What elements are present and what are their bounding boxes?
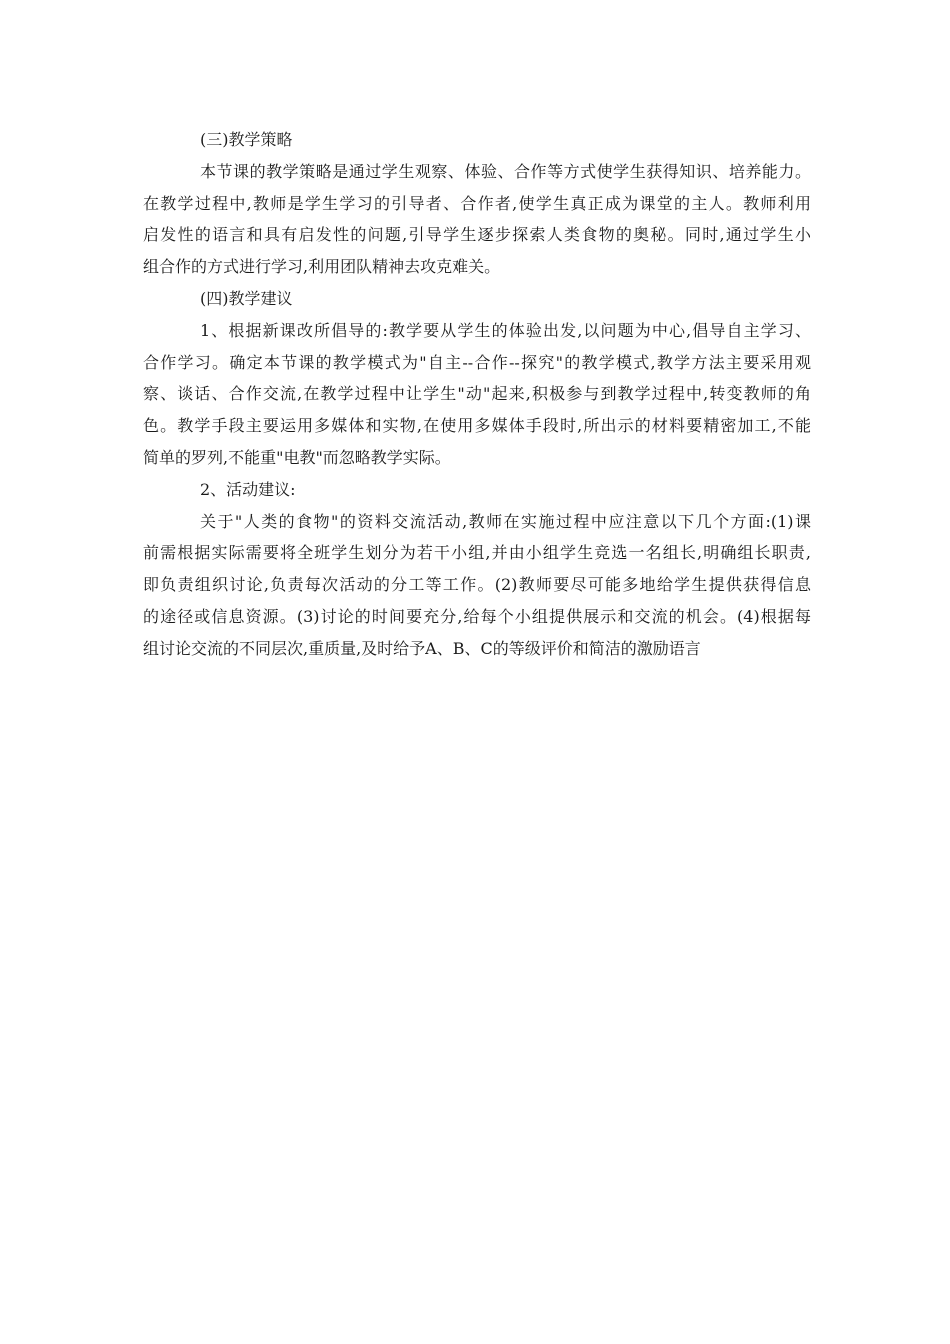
paragraph-line: 察、谈话、合作交流,在教学过程中让学生"动"起来,积极参与到教学过程中,转变教师的角: [143, 384, 811, 404]
paragraph-line: 在教学过程中,教师是学生学习的引导者、合作者,使学生真正成为课堂的主人。教师利用: [143, 193, 811, 213]
paragraph-line: 即负责组织讨论,负责每次活动的分工等工作。(2)教师要尽可能多地给学生提供获得信息: [143, 575, 811, 595]
paragraph-line: 启发性的语言和具有启发性的问题,引导学生逐步探索人类食物的奥秘。同时,通过学生小: [143, 225, 811, 245]
paragraph-line: 色。教学手段主要运用多媒体和实物,在使用多媒体手段时,所出示的材料要精密加工,不能: [143, 416, 811, 436]
paragraph-line: 简单的罗列,不能重"电教"而忽略教学实际。: [143, 447, 451, 467]
paragraph-line: 关于"人类的食物"的资料交流活动,教师在实施过程中应注意以下几个方面:(1)课: [200, 511, 811, 531]
paragraph-line: 1、根据新课改所倡导的:教学要从学生的体验出发,以问题为中心,倡导自主学习、: [200, 320, 811, 340]
paragraph-line: 本节课的教学策略是通过学生观察、体验、合作等方式使学生获得知识、培养能力。: [200, 161, 811, 181]
paragraph-line: 组讨论交流的不同层次,重质量,及时给予A、B、C的等级评价和简洁的激励语言: [143, 638, 701, 658]
paragraph-line: 的途径或信息资源。(3)讨论的时间要充分,给每个小组提供展示和交流的机会。(4)根据每: [143, 606, 811, 626]
subsection-heading-activity-suggestions: 2、活动建议:: [200, 479, 296, 499]
document-body: [143, 124, 811, 665]
paragraph-line: 合作学习。确定本节课的教学模式为"自主--合作--探究"的教学模式,教学方法主要采用观: [143, 352, 811, 372]
section-heading-teaching-strategy: (三)教学策略: [200, 130, 293, 149]
paragraph-line: 前需根据实际需要将全班学生划分为若干小组,并由小组学生竞选一名组长,明确组长职责,: [143, 543, 811, 563]
paragraph-line: 组合作的方式进行学习,利用团队精神去攻克难关。: [143, 257, 501, 277]
section-heading-teaching-suggestions: (四)教学建议: [200, 288, 293, 308]
